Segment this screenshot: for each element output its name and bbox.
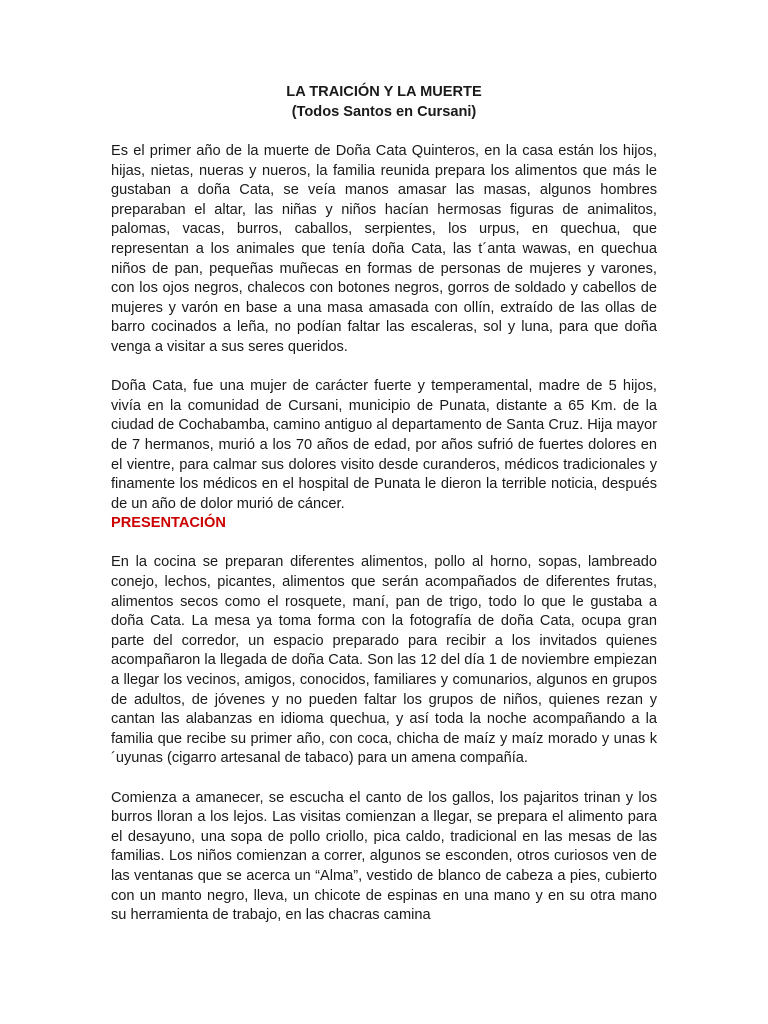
- paragraph-kitchen: En la cocina se preparan diferentes alimentos, pollo al horno, sopas, lambreado conejo, lechos, picantes, alimentos que serán acompañados de diferentes frutas, alimentos secos como el rosquete, maní, pan de trigo, todo lo que le gustaba a doña Cata. La mesa ya toma forma con la fotografía de doña Cata, ocupa gran parte del corredor, un espacio preparado para recibir a los invitados quienes acompañaron la llegada de doña Cata. Son las 12 del día 1 de noviembre empiezan a llegar los vecinos, amigos, conocidos, familiares y comunarios, algunos en grupos de adultos, de jóvenes y no pueden faltar los grupos de niños, quienes rezan y cantan las alabanzas en idioma quechua, y así toda la noche acompañando a la familia que recibe su primer año, con coca, chicha de maíz y maíz morado y unas k´uyunas (cigarro artesanal de tabaco) para un amena compañía.: [111, 554, 657, 767]
- section-heading-presentacion: PRESENTACIÓN: [111, 515, 226, 532]
- document-title: LA TRAICIÓN Y LA MUERTE: [286, 84, 482, 100]
- paragraph-biography: Doña Cata, fue una mujer de carácter fuerte y temperamental, madre de 5 hijos, vivía en la comunidad de Cursani, municipio de Punata, distante a 65 Km. de la ciudad de Cochabamba, camino antiguo al departamento de Santa Cruz. Hija mayor de 7 hermanos, murió a los 70 años de edad, por años sufrió de fuertes dolores en el vientre, para calmar sus dolores visito desde curanderos, médicos tradicionales y finamente los médicos en el hospital de Punata le dieron la terrible noticia, después de un año de dolor murió de cáncer.: [111, 378, 657, 512]
- document-subtitle: (Todos Santos en Cursani): [291, 104, 477, 120]
- document-page: [111, 82, 657, 926]
- paragraph-dawn: Comienza a amanecer, se escucha el canto de los gallos, los pajaritos trinan y los burros lloran a los lejos. Las visitas comienzan a llegar, se prepara el alimento para el desayuno, una sopa de pollo criollo, pica caldo, tradicional en las mesas de las familias. Los niños comienzan a correr, algunos se esconden, otros curiosos ven de las ventanas que se acerca un “Alma”, vestido de blanco de cabeza a pies, cubierto con un manto negro, lleva, un chicote de espinas en una mano y en su otra mano su herramienta de trabajo, en las chacras camina: [111, 789, 657, 924]
- paragraph-intro: Es el primer año de la muerte de Doña Cata Quinteros, en la casa están los hijos, hijas, nietas, nueras y nueros, la familia reunida prepara los alimentos que más le gustaban a doña Cata, se veía manos amasar las masas, algunos hombres preparaban el altar, las niñas y niños hacían hermosas figuras de animalitos, palomas, vacas, burros, caballos, serpientes, los urpus, en quechua, que representan a los animales que tenía doña Cata, las t´anta wawas, en quechua niños de pan, pequeñas muñecas en formas de personas de mujeres y varones, con los ojos negros, chalecos con botones negros, gorros de soldado y cabellos de mujeres y varón en base a una masa amasada con ollín, extraído de las ollas de barro cocinados a leña, no podían faltar las escaleras, sol y luna, para que doña venga a visitar a sus seres queridos.: [111, 143, 657, 355]
